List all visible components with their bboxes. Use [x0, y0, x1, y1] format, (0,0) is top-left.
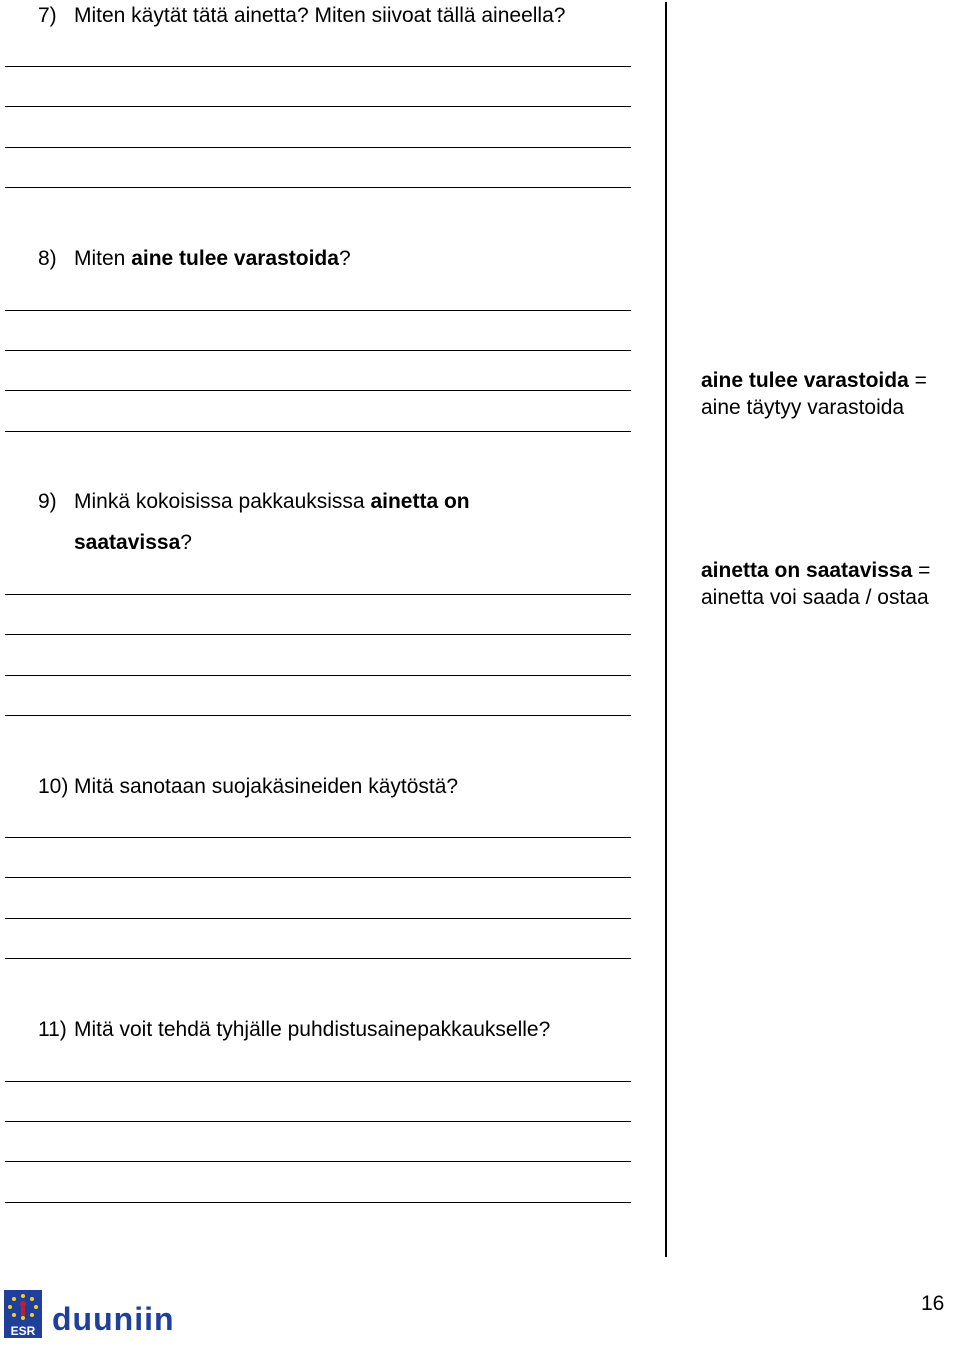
- question-8: [38, 247, 351, 271]
- answer-line[interactable]: [5, 310, 631, 311]
- vocabulary-note: [701, 557, 930, 611]
- question-text: Minkä kokoisissa pakkauksissa: [74, 490, 371, 513]
- question-number: 10): [38, 775, 69, 798]
- question-11: [38, 1018, 550, 1042]
- answer-line[interactable]: [5, 1081, 631, 1082]
- question-text: Mitä voit tehdä tyhjälle puhdistusainepakkaukselle?: [74, 1018, 551, 1041]
- answer-line[interactable]: [5, 350, 631, 351]
- answer-line[interactable]: [5, 877, 631, 878]
- question-text: ?: [180, 531, 192, 554]
- duuniin-wordmark: duuniin: [52, 1301, 175, 1337]
- answer-line[interactable]: [5, 675, 631, 676]
- question-keyword: ainetta on: [370, 490, 470, 513]
- question-9-continued: [74, 531, 192, 555]
- note-definition: aine täytyy varastoida: [701, 396, 905, 419]
- answer-line[interactable]: [5, 66, 631, 67]
- answer-line[interactable]: [5, 837, 631, 838]
- page-number: 16: [921, 1292, 945, 1315]
- answer-line[interactable]: [5, 1161, 631, 1162]
- duuniin-esr-logo: [2, 1290, 202, 1342]
- question-number: 11): [38, 1018, 67, 1041]
- answer-line[interactable]: [5, 715, 631, 716]
- answer-line[interactable]: [5, 147, 631, 148]
- question-9: [38, 490, 470, 514]
- question-number: 7): [38, 4, 57, 27]
- question-keyword: aine tulee varastoida: [131, 247, 339, 270]
- question-number: 9): [38, 490, 57, 513]
- vocabulary-note: [701, 367, 927, 421]
- question-number: 8): [38, 247, 57, 270]
- question-10: [38, 775, 458, 799]
- question-text: ?: [338, 247, 351, 270]
- answer-line[interactable]: [5, 1121, 631, 1122]
- answer-line[interactable]: [5, 390, 631, 391]
- note-equals: =: [912, 559, 931, 582]
- question-text: Miten: [74, 247, 132, 270]
- note-definition: ainetta voi saada / ostaa: [701, 586, 929, 609]
- note-term: aine tulee varastoida: [701, 369, 909, 392]
- esr-text: ESR: [10, 1324, 36, 1338]
- column-divider: [665, 2, 667, 1257]
- answer-line[interactable]: [5, 106, 631, 107]
- question-keyword: saatavissa: [74, 531, 181, 554]
- answer-line[interactable]: [5, 918, 631, 919]
- answer-line[interactable]: [5, 634, 631, 635]
- answer-line[interactable]: [5, 187, 631, 188]
- answer-line[interactable]: [5, 431, 631, 432]
- answer-line[interactable]: [5, 1202, 631, 1203]
- note-equals: =: [908, 369, 927, 392]
- question-7: [38, 4, 565, 28]
- note-term: ainetta on saatavissa: [701, 559, 913, 582]
- answer-line[interactable]: [5, 594, 631, 595]
- question-text: Mitä sanotaan suojakäsineiden käytöstä?: [74, 775, 459, 798]
- question-text: Miten käytät tätä ainetta? Miten siivoat tällä aineella?: [74, 4, 566, 27]
- answer-line[interactable]: [5, 958, 631, 959]
